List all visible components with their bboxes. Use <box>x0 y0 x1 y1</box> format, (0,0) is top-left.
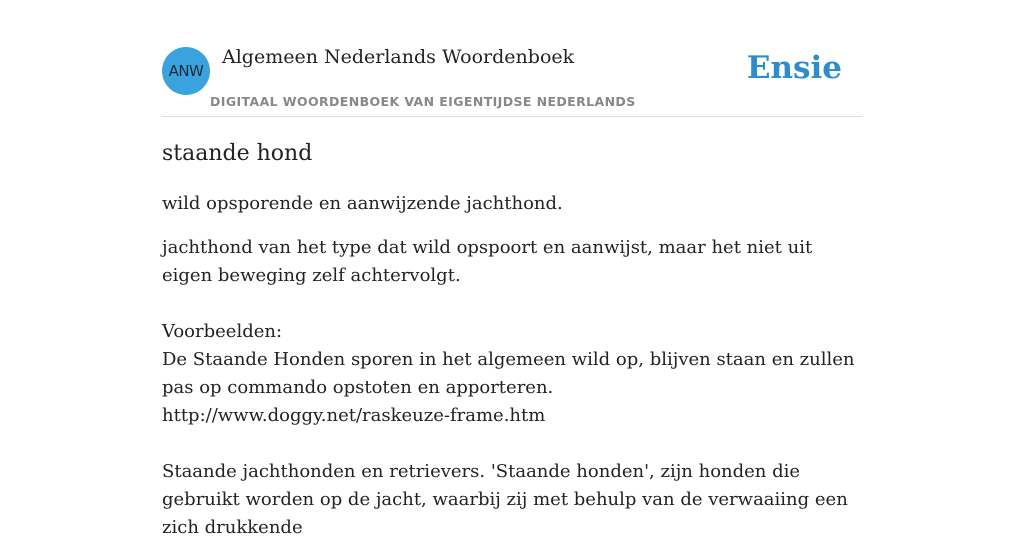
examples-label: Voorbeelden: <box>162 321 283 342</box>
site-title[interactable]: Algemeen Nederlands Woordenboek <box>222 46 575 68</box>
example-source-link[interactable]: http://www.doggy.net/raskeuze-frame.htm <box>162 405 546 426</box>
anw-logo[interactable]: ANW <box>162 47 210 95</box>
ensie-logo-link[interactable]: Ensie <box>746 50 842 86</box>
header <box>162 0 862 117</box>
entry-description: jachthond van het type dat wild opspoort en aanwijst, maar het niet uit eigen beweging zelf achtervolgt. <box>162 237 813 286</box>
example-text: De Staande Honden sporen in het algemeen wild op, blijven staan en zullen pas op commando opstoten en apporteren. <box>162 349 855 398</box>
entry-content <box>162 138 862 542</box>
entry-definition: wild opsporende en aanwijzende jachthond. <box>162 193 563 214</box>
site-subtitle: DIGITAAL WOORDENBOEK VAN EIGENTIJDSE NEDERLANDS <box>210 94 636 109</box>
example-text: Staande jachthonden en retrievers. 'Staande honden', zijn honden die gebruikt worden op de jacht, waarbij zij met behulp van de verwaaiing een zich drukkende <box>162 461 848 538</box>
entry-term: staande hond <box>162 141 313 166</box>
